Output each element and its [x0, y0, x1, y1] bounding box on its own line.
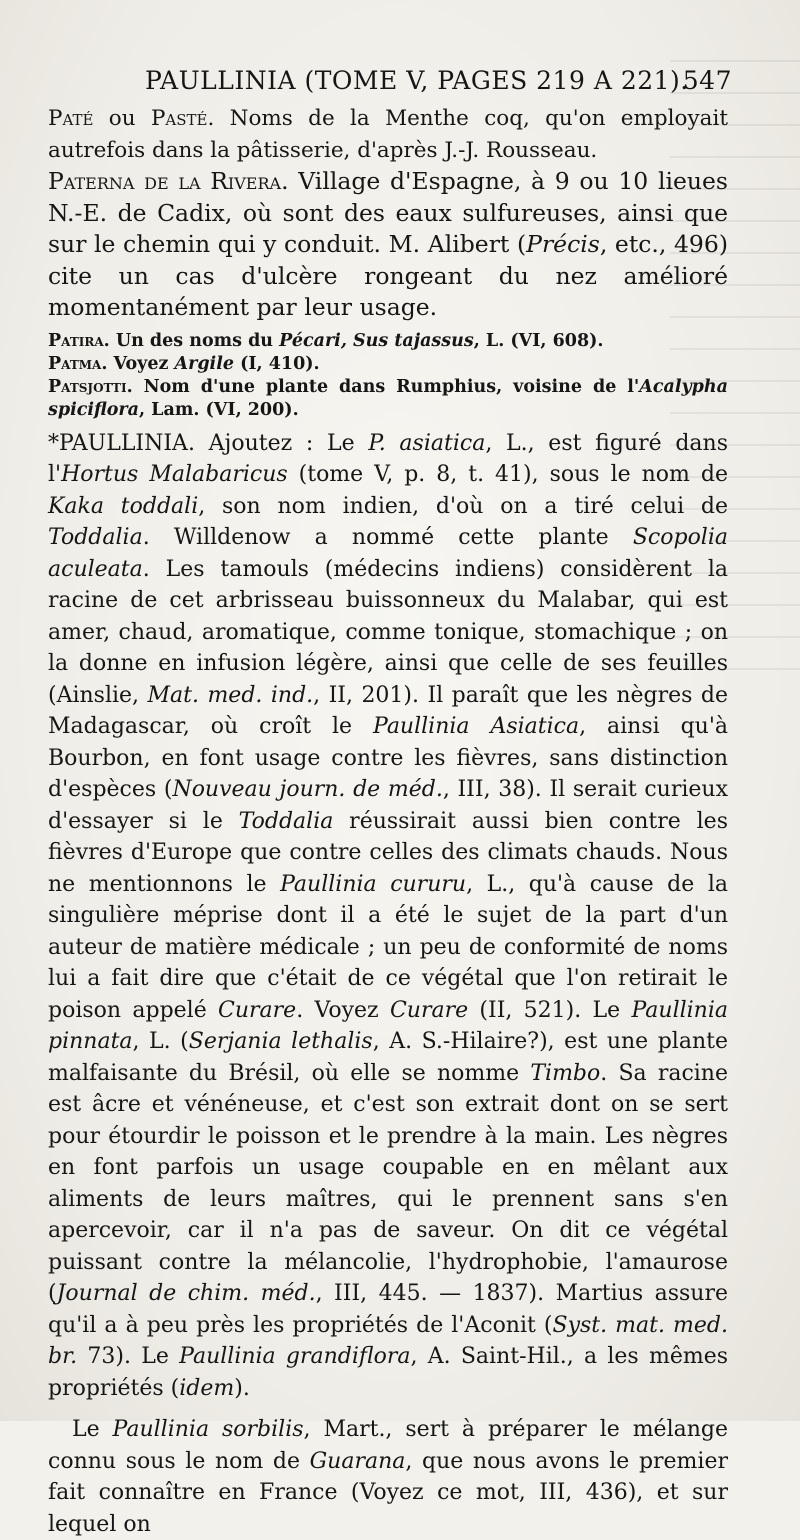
entry-text: , ainsi qu'à Bourbon, en font usage contre les fièvres, sans distinction d'espèces (: [48, 714, 729, 802]
entry-text: , III, 38). Il serait curieux d'essayer si le: [48, 777, 729, 834]
entry-text: , etc., 496) cite un cas d'ulcère rongeant du nez amélioré momentanément par leur usage.: [48, 230, 728, 321]
entry-text: Le: [72, 1417, 113, 1442]
italic-ref: Curare: [218, 997, 297, 1023]
italic-ref: Acalypha spiciflora: [48, 376, 728, 420]
italic-ref: Précis: [526, 230, 600, 258]
entry-term: Patma: [48, 353, 102, 374]
entry-text: . Un des noms du: [103, 330, 280, 351]
entry-text: , L., qu'à cause de la singulière méprise dont il a été le sujet de la part d'un auteur de matière médicale ; un peu de conformité de noms lui a fait dire que c'était de ce végétal que l'on retirait le poison appelé: [48, 871, 728, 1023]
entry-term: Paté: [48, 106, 94, 131]
italic-ref: Nouveau journ. de méd.: [172, 777, 443, 802]
italic-ref: Paullinia cururu: [280, 871, 467, 897]
entry-text: . Les tamouls (médecins indiens) considèrent la racine de cet arbrisseau buissonneux du Malabar, qui est amer, chaud, aromatique, comme tonique, stomachique ; on la donne en infusion légère, ainsi que celle de ses feuilles (Ainslie,: [48, 556, 728, 708]
entry-text: . Noms de la Menthe coq, qu'on employait autrefois dans la pâtisserie, d'après J.-J. Rousseau.: [48, 106, 728, 163]
entry-text: , A. Saint-Hil., a les mêmes propriétés (: [48, 1344, 729, 1401]
italic-ref: Paullinia Asiatica: [373, 714, 580, 739]
entry-text: (II, 521). Le: [468, 997, 632, 1023]
entry-text: , A. S.-Hilaire?), est une plante malfaisante du Brésil, où elle se nomme: [48, 1029, 728, 1086]
italic-ref: Journal de chim. méd.: [56, 1281, 316, 1306]
body-text: [48, 103, 728, 1540]
page-number: 547: [682, 66, 732, 95]
entry-text: , que nous avons le premier fait connaître en France (Voyez ce mot, III, 436), et sur lequel on: [48, 1448, 728, 1537]
italic-ref: Pécari, Sus tajassus: [279, 330, 474, 351]
entry-paullinia: [48, 428, 728, 1405]
italic-ref: Paullinia sorbilis: [112, 1417, 304, 1442]
entry-text: , II, 201). Il paraît que les nègres de Madagascar, où croît le: [48, 682, 729, 739]
entry-patma: [48, 353, 728, 376]
entry-pate: [48, 103, 728, 166]
entry-term: Patira: [48, 330, 104, 351]
italic-ref: P. asiatica: [368, 430, 486, 456]
italic-ref: Paullinia grandiflora: [179, 1344, 411, 1369]
italic-ref: Argile: [174, 353, 234, 374]
italic-ref: Scopolia aculeata: [48, 525, 728, 582]
entry-text: (tome V, p. 8, t. 41), sous le nom de: [287, 462, 728, 487]
entry-text: , L., est figuré dans l': [48, 430, 728, 487]
paragraph-guarana: [48, 1414, 728, 1540]
italic-ref: Toddalia: [238, 808, 334, 834]
entry-text: , Lam. (VI, 200).: [139, 399, 299, 420]
italic-ref: Mat. med. ind.: [147, 682, 314, 708]
entry-text: . Willdenow a nommé cette plante: [142, 525, 633, 550]
italic-ref: Serjania lethalis: [188, 1029, 373, 1054]
italic-ref: Syst. mat. med. br.: [48, 1312, 728, 1369]
entry-term: Paterna de la Rivera: [48, 167, 282, 195]
italic-ref: Toddalia: [48, 525, 143, 550]
entry-text: réussirait aussi bien contre les fièvres d'Europe que contre celles des climats chauds. Nous ne mentionnons le: [48, 808, 728, 897]
entry-text: , L. (VI, 608).: [473, 330, 604, 351]
italic-ref: Hortus Malabaricus: [61, 462, 288, 487]
entry-text: . Voyez: [101, 353, 175, 374]
entry-text: ).: [234, 1375, 250, 1401]
running-title: PAULLINIA (TOME V, PAGES 219 A 221).: [145, 66, 689, 95]
entry-text: , Mart., sert à préparer le mélange connu sous le nom de: [48, 1417, 729, 1474]
entry-text: , son nom indien, d'où on a tiré celui de: [198, 493, 728, 519]
entry-text: . Voyez: [296, 997, 390, 1023]
entry-text: (I, 410).: [233, 353, 320, 374]
running-header: [145, 66, 732, 100]
italic-ref: Curare: [389, 997, 469, 1023]
italic-ref: Kaka toddali: [48, 493, 199, 519]
italic-ref: Paullinia pinnata: [48, 997, 728, 1054]
entry-term: Patsjotti: [48, 376, 127, 397]
italic-ref: Guarana: [309, 1448, 406, 1474]
entry-text: , III, 445. — 1837). Martius assure qu'il a à peu près les propriétés de l'Aconit (: [48, 1281, 728, 1338]
entry-text: . Village d'Espagne, à 9 ou 10 lieues N.-E. de Cadix, où sont des eaux sulfureuses, ainsi que sur le chemin qui y conduit. M. Alibert (: [48, 167, 728, 258]
entry-head: *PAULLINIA.: [48, 430, 195, 456]
entry-text: 73). Le: [77, 1344, 180, 1369]
italic-ref: Timbo: [530, 1060, 601, 1086]
italic-ref: idem: [179, 1375, 235, 1401]
entry-patira: [48, 330, 728, 353]
entry-paterna: [48, 166, 728, 324]
entry-patsjotti: [48, 376, 728, 422]
entry-text: , L. (: [132, 1029, 189, 1054]
entry-text: Ajoutez : Le: [194, 430, 369, 456]
entry-text: ou: [93, 106, 151, 131]
entry-text: . Nom d'une plante dans Rumphius, voisine de l': [126, 376, 640, 397]
entry-text: . Sa racine est âcre et vénéneuse, et c'est son extrait dont on se sert pour étourdir le poisson et le prendre à la main. Les nègres en font parfois un usage coupable en en mêlant aux aliments de leurs maîtres, qui le prennent sans s'en apercevoir, car il n'a pas de saveur. On dit ce végétal puissant contre la mélancolie, l'hydrophobie, l'amaurose (: [48, 1060, 728, 1306]
entry-term: Pasté: [150, 106, 208, 131]
